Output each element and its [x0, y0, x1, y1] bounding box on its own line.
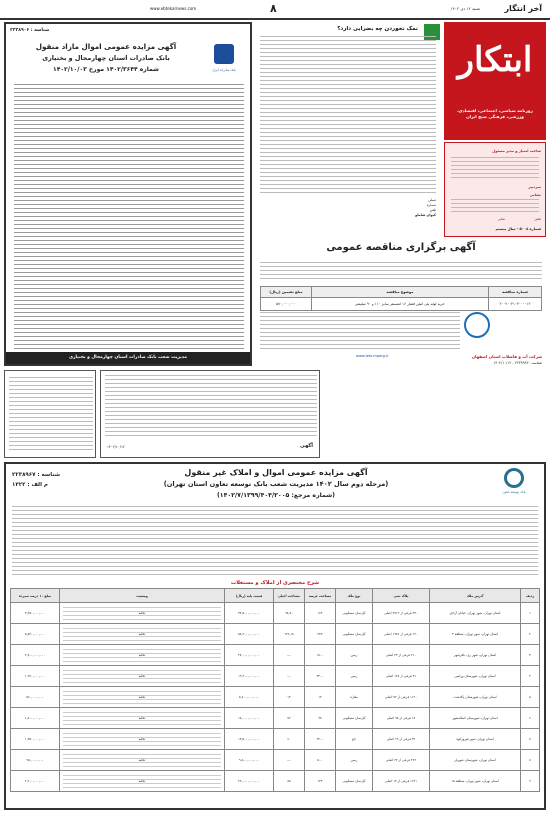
table-cell: ۲,۲۰۰,۰۰۰,۰۰۰: [11, 771, 60, 792]
table-cell: آپارتمان مسکونی: [336, 603, 373, 624]
table-row: [11, 687, 540, 708]
tosee-col-header: وضعیت: [60, 589, 225, 603]
table-cell: ۲۲۰۰: [305, 729, 336, 750]
table-cell: ۴۲ فرعی از ۶۹ اصلی: [373, 729, 430, 750]
notice-body: [105, 375, 317, 437]
tosee-col-header: نوع ملک: [336, 589, 373, 603]
bank-logo: [206, 44, 242, 78]
ad-bank-saderat: [4, 22, 252, 366]
tender-web[interactable]: www.iets.mporg.ir: [356, 354, 389, 358]
table-row: [11, 666, 540, 687]
table-cell: ۹۵۰,۰۰۰,۰۰۰: [11, 750, 60, 771]
table-cell: ۲۴۷: [305, 624, 336, 645]
table-cell: استان تهران، شهرستان ورامین: [430, 666, 521, 687]
masthead-info: [444, 142, 546, 237]
table-cell: ۱۱۲۰ فرعی از ۷۲ اصلی: [373, 687, 430, 708]
page-number: ۸: [270, 2, 277, 15]
table-row: [11, 729, 540, 750]
masthead-info-item: نشانی: [529, 193, 541, 197]
tender-table: [260, 286, 542, 311]
site-url[interactable]: www.ebtekarnews.com: [150, 6, 197, 11]
table-cell: ۶: [521, 708, 540, 729]
table-cell: ۱۴۹,۱۸: [274, 624, 305, 645]
notice-title: آگهی: [300, 443, 313, 449]
table-cell: تخلیه: [60, 687, 225, 708]
editorial-sign: [376, 198, 436, 218]
table-row: [11, 645, 540, 666]
tosee-ref: شناسه : ۲۲۳۸۹۶۷: [12, 472, 60, 478]
table-cell: آپارتمان مسکونی: [336, 624, 373, 645]
table-cell: ۸: [521, 750, 540, 771]
table-cell: مغازه: [336, 687, 373, 708]
table-cell: ۱۶۹۱ فرعی از ۱۲ اصلی: [373, 771, 430, 792]
ad-subtitle: بانک صادرات استان چهارمحال و بختیاری: [42, 54, 170, 62]
table-cell: ۹,۵۰۰,۰۰۰,۰۰۰: [225, 750, 274, 771]
table-row: [11, 708, 540, 729]
tender-col-header: موضوع مناقصه: [312, 287, 489, 298]
table-cell: آپارتمان مسکونی: [336, 771, 373, 792]
masthead-info-item: تلفن: [534, 217, 541, 221]
tosee-title: آگهی مزایده عمومی اموال و املاک غیر منقول: [184, 468, 368, 477]
tender-cell: ۵۷۰,۰۰۰,۰۰۰: [261, 298, 312, 311]
tender-col-header: شماره مناقصه: [489, 287, 542, 298]
table-row: [11, 603, 540, 624]
tosee-col-header: مساحت عرصه: [305, 589, 336, 603]
table-cell: ۱۲۴: [305, 771, 336, 792]
table-cell: ۲۷,۰۰۰,۰۰۰,۰۰۰: [225, 645, 274, 666]
masthead-logo: ابتکار: [457, 40, 533, 80]
table-cell: ۲۴۰۰: [305, 666, 336, 687]
table-cell: ۵,۶۰۰,۰۰۰,۰۰۰: [225, 687, 274, 708]
table-cell: تخلیه: [60, 624, 225, 645]
table-cell: ---: [274, 750, 305, 771]
masthead-info-body: [451, 157, 539, 181]
table-cell: ۱,۸۰۰,۰۰۰,۰۰۰: [11, 708, 60, 729]
table-cell: ۲۲,۰۰۰,۰۰۰,۰۰۰: [225, 771, 274, 792]
table-cell: ۹: [521, 771, 540, 792]
tender-intro: [260, 262, 542, 282]
table-cell: ۲۱۰ فرعی از ۲۳ اصلی: [373, 645, 430, 666]
tosee-serial: م الف : ۱۴۲۲: [12, 482, 48, 488]
tosee-col-header: آدرس ملک: [430, 589, 521, 603]
editorial-sign-line: تلفن: [429, 208, 436, 212]
table-cell: ۱۸ فرعی از ۹۵ اصلی: [373, 708, 430, 729]
ad-footer: مدیریت شعب بانک صادرات استان چهارمحال و بختیاری: [6, 352, 250, 364]
table-cell: استان تهران، شهرستان اسلامشهر: [430, 708, 521, 729]
table-cell: استان تهران، شهر تهران، خیابان آزادی: [430, 603, 521, 624]
table-cell: استان تهران، شهر تهران، منطقه ۱۵: [430, 771, 521, 792]
table-cell: ---: [274, 645, 305, 666]
table-cell: ۳۴,۵۰۰,۰۰۰,۰۰۰: [225, 603, 274, 624]
table-cell: ۶۰: [274, 729, 305, 750]
table-cell: تخلیه: [60, 645, 225, 666]
table-cell: ۱۹,۲۰۰,۰۰۰,۰۰۰: [225, 666, 274, 687]
table-cell: ۷: [521, 729, 540, 750]
table-cell: ۳۱ فرعی از ۱۲۸ اصلی: [373, 666, 430, 687]
table-cell: ۴۶۹ فرعی از ۲۲ اصلی: [373, 750, 430, 771]
tender-company: شرکت آب و فاضلاب استان اصفهان: [471, 354, 542, 359]
masthead: [444, 22, 546, 237]
ad-date-line: شماره ۱۴۰۲/۳۶۴۴ مورخ ۱۴۰۲/۱۰/۰۳: [53, 66, 159, 73]
table-cell: تخلیه: [60, 666, 225, 687]
editorial-sign-line: تسلی: [428, 198, 436, 202]
page-header: [0, 0, 550, 20]
table-cell: استان تهران، شهر فیروزکوه: [430, 729, 521, 750]
masthead-info-body: [451, 199, 539, 215]
tosee-col-header: پلاک ثبتی: [373, 589, 430, 603]
tosee-subtitle: (مرحله دوم سال ۱۴۰۲ مدیریت شعب بانک توسعه تعاون استان تهران): [163, 480, 389, 488]
table-cell: ۷۲: [274, 708, 305, 729]
table-cell: زمین: [336, 666, 373, 687]
masthead-tagline: روزنامه سیاسی، اجتماعی، اقتصادی، ورزشی، فرهنگی صبح ایران: [457, 108, 533, 119]
tender-cell: ۲۰۰۲۰۰۴۱۰۳۰۰۰۰۱۲: [489, 298, 542, 311]
table-cell: ۵۸,۲۰۰,۰۰۰,۰۰۰: [225, 624, 274, 645]
editorial-sign-line: شماره: [426, 203, 436, 207]
table-cell: ۱۴: [274, 687, 305, 708]
table-cell: استان تهران، شهرستان پاکدشت: [430, 687, 521, 708]
tosee-intro: [12, 506, 538, 578]
table-cell: ۳: [521, 645, 540, 666]
table-cell: ۵۶۰,۰۰۰,۰۰۰: [11, 687, 60, 708]
bank-logo-mark: [214, 44, 234, 64]
table-cell: تخلیه: [60, 729, 225, 750]
table-cell: تخلیه: [60, 603, 225, 624]
editorial-column: [256, 22, 440, 237]
ad-bank-tosee: [4, 462, 546, 810]
table-cell: ۱,۳۵۰,۰۰۰,۰۰۰: [11, 729, 60, 750]
table-row: [11, 771, 540, 792]
notice-body: [9, 377, 93, 453]
masthead-info-item: سردبیر: [528, 185, 541, 189]
table-cell: ۵: [521, 687, 540, 708]
table-cell: ۸۵: [274, 771, 305, 792]
date-line: شنبه ۱۲ دی ۱۴۰۲: [450, 6, 480, 11]
table-cell: ۲: [521, 624, 540, 645]
table-cell: باغ: [336, 729, 373, 750]
table-cell: زمین: [336, 750, 373, 771]
table-cell: ۱: [521, 603, 540, 624]
table-row: [11, 750, 540, 771]
tender-col-header: مبلغ تضمین (ریال): [261, 287, 312, 298]
table-cell: استان تهران، شهرستان شهریار: [430, 750, 521, 771]
tosee-col-header: قیمت پایه (ریال): [225, 589, 274, 603]
water-company-logo: [464, 312, 490, 338]
table-cell: ۵۰۰: [305, 750, 336, 771]
table-cell: ---: [274, 666, 305, 687]
table-cell: ۹۸: [305, 708, 336, 729]
ad-ref-number: شناسه : ۲۲۳۸۹۰۶: [10, 28, 50, 33]
table-cell: ۴: [521, 666, 540, 687]
table-row: [11, 624, 540, 645]
ad-notice-left: [4, 370, 96, 458]
ad-title: آگهی مزایده عمومی اموال مازاد منقول: [35, 42, 177, 51]
table-cell: ۱۸,۰۰۰,۰۰۰,۰۰۰: [225, 708, 274, 729]
ad-notice-middle: [100, 370, 320, 458]
table-cell: آپارتمان مسکونی: [336, 708, 373, 729]
ad-body: [14, 84, 244, 350]
table-cell: ۱۳,۵۰۰,۰۰۰,۰۰۰: [225, 729, 274, 750]
table-cell: ۱,۹۲۰,۰۰۰,۰۰۰: [11, 666, 60, 687]
ad-tender: [256, 240, 546, 370]
table-cell: زمین: [336, 645, 373, 666]
editorial-sign-line: کیوان شاملو: [415, 213, 436, 217]
tender-cell: خرید لوله پلی اتیلن فشار ۱۶ اتمسفر سایز ۱۱۰ و ۹۰ میلیمتر: [312, 298, 489, 311]
table-cell: ۲۴۰ فرعی از ۲۷۱۲ اصلی: [373, 603, 430, 624]
masthead-info-item: صاحب امتیاز و مدیر مسئول: [492, 149, 541, 153]
table-cell: ۱۸۰۰: [305, 645, 336, 666]
tender-title: آگهی برگزاری مناقصه عمومی: [326, 242, 476, 253]
editorial-title: نمک نخوردن چه بضرایی دارد؟: [337, 26, 418, 32]
editorial-body: [260, 36, 436, 194]
tosee-logo-mark: [504, 468, 524, 488]
tosee-number-line: (شماره مرجع: ۱۴۰۲/۷/۱۳۹۹/۴۰۴/۲۰۰۵): [216, 492, 336, 499]
table-cell: ۹۸,۷۰: [274, 603, 305, 624]
section-label: آخر انتگار: [504, 4, 542, 13]
tosee-logo-name: بانک توسعه تعاون: [502, 490, 526, 494]
table-cell: ۳,۴۵۰,۰۰۰,۰۰۰: [11, 603, 60, 624]
table-cell: استان تهران، شهر تهران، منطقه ۴: [430, 624, 521, 645]
table-cell: استان تهران، شهر ری، باقرشهر: [430, 645, 521, 666]
tosee-col-header: ردیف: [521, 589, 540, 603]
table-cell: تخلیه: [60, 708, 225, 729]
table-cell: ۲,۷۰۰,۰۰۰,۰۰۰: [11, 645, 60, 666]
table-cell: ۵,۸۲۰,۰۰۰,۰۰۰: [11, 624, 60, 645]
table-cell: ۱۶۴: [305, 603, 336, 624]
notice-ref: ۱۴۰۲/۱۰/۱۲: [107, 445, 125, 449]
table-cell: ۱۴: [305, 687, 336, 708]
tosee-table: [10, 588, 540, 792]
tosee-col-header: مساحت اعیان: [274, 589, 305, 603]
tosee-col-header: مبلغ ۱۰ درصد سپرده: [11, 589, 60, 603]
bank-logo-name: بانک صادرات ایران: [212, 68, 236, 72]
masthead-red-block: [444, 22, 546, 140]
tosee-table-title: شرح مختصری از املاک و مستغلات: [230, 580, 320, 586]
tender-ref: شناسه : ۲۲۳۹۹۹۳ - ۱۴۰۲/۱۰/۱۲: [493, 361, 542, 365]
table-cell: ۱۲۰ فرعی از ۱۹۸۶ اصلی: [373, 624, 430, 645]
masthead-issue: شماره ۵۰۰۸ - سال بیستم: [495, 227, 541, 231]
table-cell: تخلیه: [60, 771, 225, 792]
tosee-logo: [494, 468, 534, 502]
table-cell: تخلیه: [60, 750, 225, 771]
tender-body: [260, 312, 460, 352]
masthead-info-item: نمابر: [497, 217, 505, 221]
